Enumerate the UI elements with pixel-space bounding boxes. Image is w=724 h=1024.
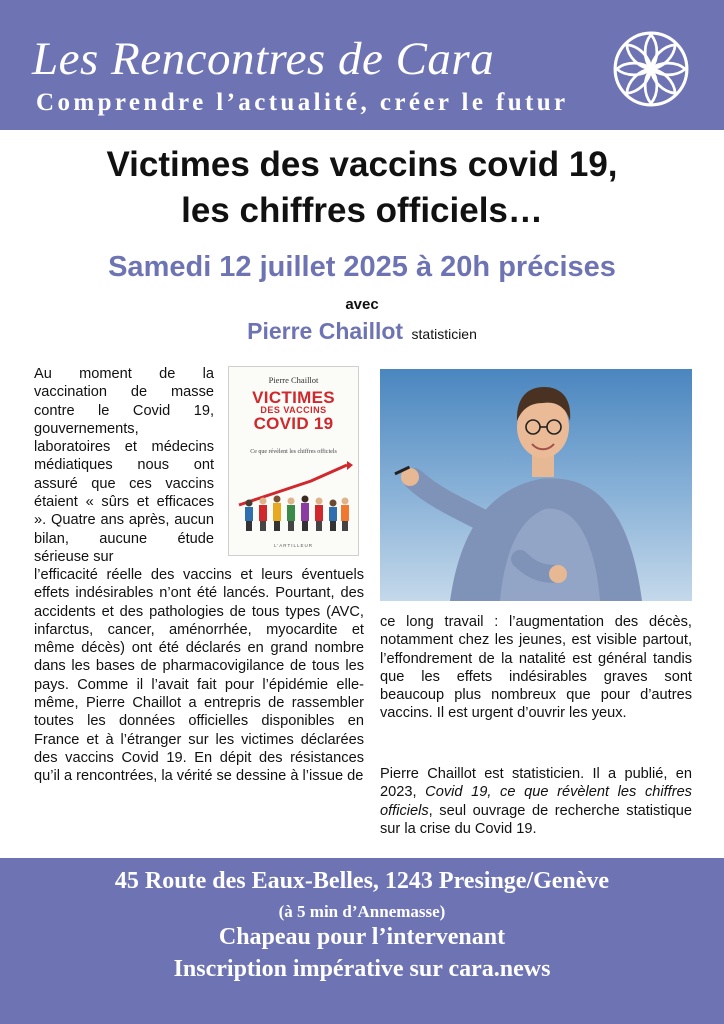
tagline: Comprendre l’actualité, créer le futur bbox=[36, 89, 569, 116]
footer-banner bbox=[0, 858, 724, 1024]
speaker-photo-illustration bbox=[380, 369, 692, 601]
speaker-role: statisticien bbox=[411, 326, 477, 342]
article-paragraph-3 bbox=[380, 765, 692, 838]
book-title-line2: DES VACCINS bbox=[260, 405, 327, 415]
article-paragraph-3-end: , seul ouvrage de recherche statistique sur la crise du Covid 19. bbox=[380, 802, 692, 837]
payment-note: Chapeau pour l’intervenant bbox=[218, 924, 506, 950]
event-title-line1: Victimes des vaccins covid 19, bbox=[106, 145, 618, 184]
book-title bbox=[229, 389, 358, 432]
registration-note: Inscription impérative sur cara.news bbox=[173, 956, 551, 982]
speaker-name: Pierre Chaillot bbox=[247, 318, 404, 344]
book-cover bbox=[228, 366, 359, 556]
event-date: Samedi 12 juillet 2025 à 20h précises bbox=[108, 251, 616, 283]
book-title-line3: COVID 19 bbox=[253, 414, 334, 433]
avec-label: avec bbox=[345, 296, 379, 313]
flower-of-life-icon bbox=[612, 30, 690, 108]
book-author: Pierre Chaillot bbox=[268, 375, 319, 385]
book-cover-illustration bbox=[235, 459, 353, 533]
book-subtitle: Ce que révèlent les chiffres officiels bbox=[250, 449, 337, 455]
article-paragraph-3-start: Pierre Chaillot est statisticien. Il a publié, en 2023, bbox=[380, 766, 692, 801]
speaker-photo bbox=[380, 369, 692, 601]
event-title bbox=[0, 142, 724, 234]
article-paragraph-1-bottom: l’efficacité réelle des vaccins et leurs éventuels effets indésirables n’ont été lancés. Pourtant, des accidents et des pathologies de tous types (AVC, infarctus, cancer, aménorrhée, myocardite et même décès) ont été déclarés en grand nombre dans les bases de pharmacovigilance de tous les pays. Comme il l’avait fait pour l’épidémie elle-même, Pierre Chaillot a entrepris de rassembler toutes les données officielles disponibles en France et à l’étranger sur les victimes déclarées des vaccins Covid 19. En dépit des résistances qu’il a rencontrées, la vérité se dessine à l’issue de bbox=[34, 567, 364, 785]
article-paragraph-1-top: Au moment de la vaccination de masse contre le Covid 19, gouvernements, laboratoires et médecins médiatiques nous ont assuré que ces vaccins étaient « sûrs et efficaces ». Quatre ans après, aucun bilan, aucune étude sérieuse sur bbox=[34, 366, 214, 565]
event-title-line2: les chiffres officiels… bbox=[181, 191, 543, 230]
venue-address: 45 Route des Eaux-Belles, 1243 Presinge/Genève bbox=[114, 868, 610, 894]
article-paragraph-2: ce long travail : l’augmentation des décès, notamment chez les jeunes, est visible partout, l’effondrement de la natalité est général tandis que les effets indésirables graves sont beaucoup plus nombreux que pour d’autres vaccins. Il est urgent d’ouvrir les yeux. bbox=[380, 614, 692, 722]
book-publisher: L’ARTILLEUR bbox=[274, 543, 313, 548]
venue-note: (à 5 min d’Annemasse) bbox=[278, 902, 446, 921]
header-banner bbox=[0, 0, 724, 130]
org-name: Les Rencontres de Cara bbox=[32, 33, 495, 85]
book-title-line1: VICTIMES bbox=[252, 388, 335, 407]
speaker-line bbox=[0, 318, 724, 345]
article-book-title: Covid 19, ce que révèlent les chiffres officiels bbox=[380, 784, 692, 819]
